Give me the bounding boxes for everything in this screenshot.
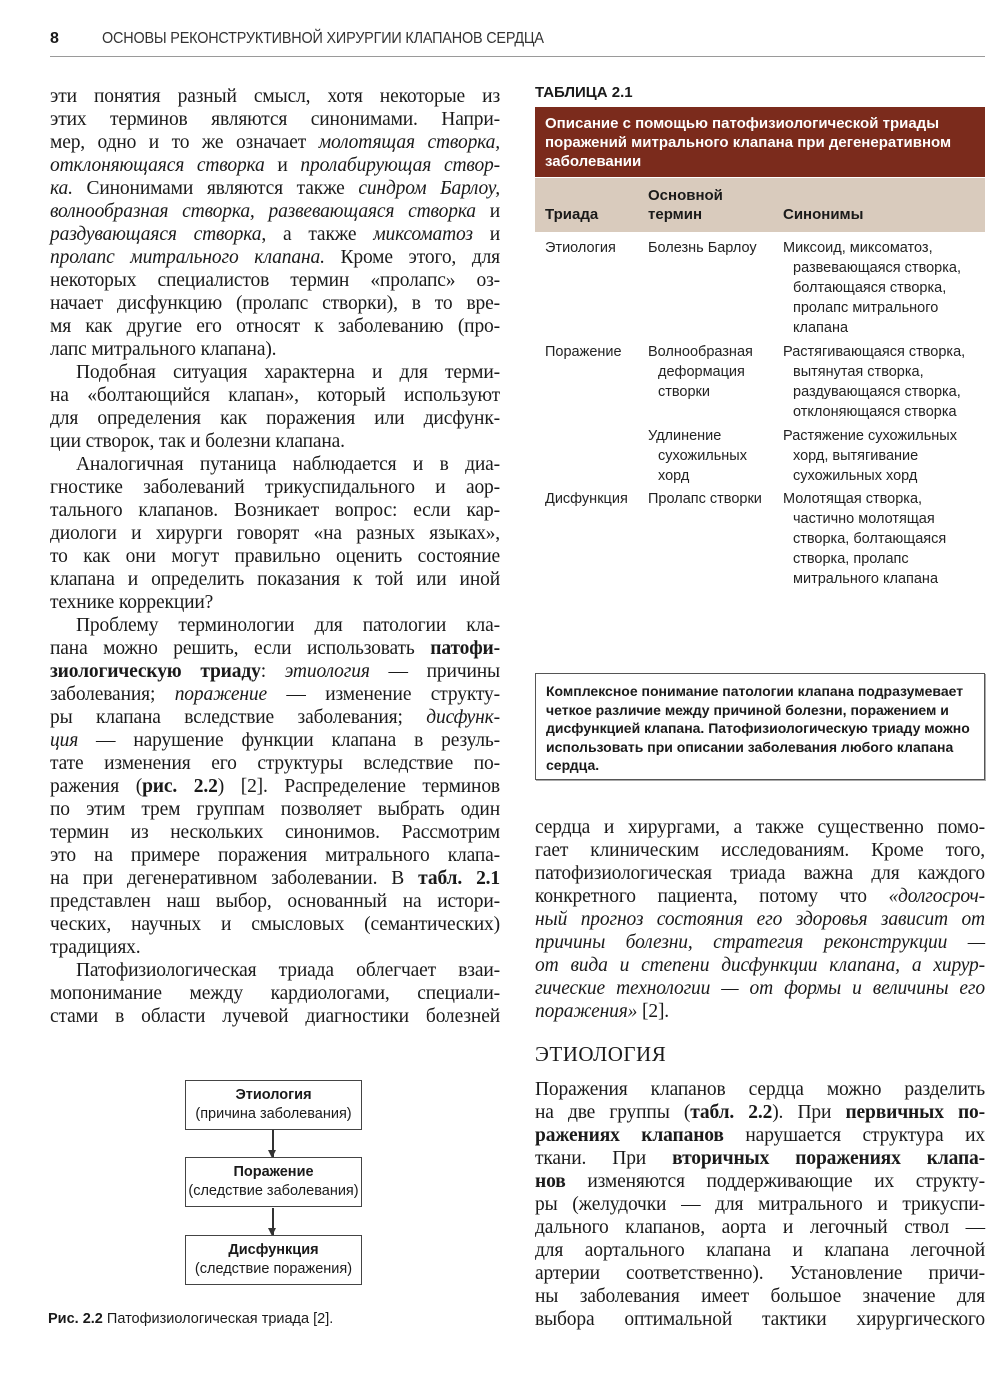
italic-term: синдром Барлоу, [358,178,500,199]
text-run: — причины [369,661,500,682]
text-line [50,223,500,246]
text-run: мя как другие его относят к заболеванию (про- [50,316,500,337]
figure-caption-text: Патофизиологическая триада [2]. [102,1311,334,1327]
text-run: ры (желудочки — для митрального и трикуспи- [535,1194,985,1215]
text-line [535,1147,985,1170]
cell-line: хорд, вытягивание [793,448,919,464]
cell-line: клапана [793,320,849,336]
text-line [535,1285,985,1308]
text-run: нарушается структура их [723,1125,985,1146]
table-cell-synonyms [783,426,957,486]
text-run: Аналогичная путаница наблюдается и в диа- [76,454,500,475]
text-run: тате изменения его структуры вследствие по- [50,753,500,774]
text-run: по этим трем группам позволяет выбрать один [50,799,500,820]
text-run: для определения как поражения или дисфунк- [50,408,500,429]
text-line [50,614,500,637]
text-run: , а также [261,224,374,245]
text-line [50,154,500,177]
text-line [50,890,500,913]
italic-term: пролапс митрального клапана. [50,247,325,268]
key-point-box: Комплексное понимание патологии клапана подразумевает четкое различие между причиной болезни, поражением и дисфункцией клапана. Патофизиологическую триаду можно использовать при описании заболевания любого клапана сердца. [535,673,985,780]
cell-line: Миксоид, миксоматоз, [783,240,933,256]
running-header [50,28,985,57]
table-cell-term [648,426,747,486]
arrow-down-icon [272,1130,274,1157]
text-run: Проблему терминологии для патологии кла- [76,615,500,636]
table-label: ТАБЛИЦА 2.1 [535,84,633,101]
table-cell-term [648,238,757,258]
cell-line: Молотящая створка, [783,491,923,507]
text-run: Подобная ситуация характерна и для терми- [76,362,500,383]
cell-line: сухожильных хорд [793,468,918,484]
italic-term: этиология [284,661,370,682]
text-run: это на примере поражения митрального клапа- [50,845,500,866]
text-run: представлен наш выбор, основанный на истори- [50,891,500,912]
text-line [50,338,500,361]
cell-line: Болезнь Барлоу [648,240,757,256]
bold-term: рис. 2.2 [142,776,218,797]
text-line [50,798,500,821]
table-cell-term [648,489,762,509]
text-line [50,867,500,890]
text-line [50,752,500,775]
text-line [50,453,500,476]
text-run: мер, одно и то же означает [50,132,319,153]
cell-line: вытянутая створка, [793,364,924,380]
cell-line: створка, пролапс [793,551,909,567]
table-cell-term [648,342,753,402]
text-run: для аортального клапана и клапана легочной [535,1240,985,1261]
text-line [535,931,985,954]
cell-line: сухожильных [658,448,747,464]
flow-box-title: Этиология [235,1087,312,1103]
text-line [535,1262,985,1285]
table-header-triad: Триада [545,206,599,223]
text-run: дального клапанов, аорта и легочный ствол — [535,1217,985,1238]
text-line [50,499,500,522]
flow-box-lesion [185,1157,362,1207]
text-run: клапана и определить показания к той или иной [50,569,500,590]
text-line [535,954,985,977]
cell-line: деформация [658,364,745,380]
text-line [50,131,500,154]
text-line [50,568,500,591]
text-line [50,913,500,936]
text-run: Патофизиологическая триада облегчает взаи- [76,960,500,981]
text-line [535,816,985,839]
text-run: ). При [772,1102,846,1123]
text-line [50,407,500,430]
text-line [535,1239,985,1262]
text-run: эти понятия разный смысл, хотя некоторые из [50,86,500,107]
table-header-synonyms: Синонимы [783,206,864,223]
text-line [50,936,500,959]
bold-term: вторичных поражениях клапа- [672,1148,985,1169]
cell-line: Дисфункция [545,491,628,507]
text-run: и [264,155,301,176]
text-line [50,522,500,545]
text-run: то как они могут правильно оценить состояние [50,546,500,567]
italic-term: поражения» [535,1001,638,1022]
text-run: некоторых специалистов термин «пролапс» оз- [50,270,500,291]
text-line [535,862,985,885]
text-line [50,660,500,683]
text-line [50,430,500,453]
text-run: конкретного пациента, потому что [535,886,889,907]
text-run: ры клапана вследствие заболевания; [50,707,427,728]
text-run: на две группы ( [535,1102,691,1123]
text-run: артерии соответственно). Установление причи- [535,1263,985,1284]
table-cell-triad [545,342,622,362]
figure-caption [48,1311,333,1327]
table-cell-triad [545,238,616,258]
section-text [535,1078,985,1331]
bold-term: первичных по- [845,1102,985,1123]
page-number: 8 [50,30,59,47]
text-line [50,959,500,982]
text-line [50,476,500,499]
text-run: [2]. [637,1001,670,1022]
text-line [50,292,500,315]
text-run: — изменение структу- [266,684,500,705]
cell-line: развевающаяся створка, [793,260,961,276]
text-line [535,1308,985,1331]
italic-term: поражение [174,684,267,705]
text-run: пана можно решить, если использовать [50,638,431,659]
cell-line: Пролапс створки [648,491,762,507]
text-run: заболевания; [50,684,175,705]
text-line [50,775,500,798]
text-run: ны заболевания имеет большое значение для [535,1286,985,1307]
text-run: начает дисфункцию (пролапс створки), в то вре- [50,293,500,314]
running-title: ОСНОВЫ РЕКОНСТРУКТИВНОЙ ХИРУРГИИ КЛАПАНОВ СЕРДЦА [102,30,544,47]
text-line [50,315,500,338]
text-line [50,361,500,384]
italic-term: пролабирующая створ- [300,155,500,176]
italic-term: от вида и степени дисфункции клапана, а хирур- [535,955,985,976]
text-line [50,85,500,108]
bold-term: ражениях клапанов [535,1125,724,1146]
italic-term: отклоняющаяся створка [50,155,265,176]
text-run: технике коррекции? [50,592,214,613]
cell-line: раздувающаяся створка, [793,384,961,400]
italic-term: дисфунк- [426,707,500,728]
text-line [50,1005,500,1028]
table-cell-triad [545,489,628,509]
cell-line: створки [658,384,711,400]
text-line [50,108,500,131]
italic-term: волнообразная створка, развевающаяся створка [50,201,476,222]
text-run: на «болтающийся клапан», который используют [50,385,500,406]
text-run: сердца и хирургами, а также существенно помо- [535,817,985,838]
cell-line: пролапс митрального [793,300,939,316]
text-run: термин из нескольких синонимов. Рассмотрим [50,822,500,843]
cell-line: Поражение [545,344,622,360]
text-run: патофизиологическая триада важна для каждого [535,863,985,884]
table-header-row [535,178,985,232]
text-run: ражения ( [50,776,143,797]
text-run: — нарушение функции клапана в резуль- [78,730,500,751]
table-header-term: Основной термин [648,187,723,223]
text-line [535,1193,985,1216]
text-run: и [472,224,500,245]
text-line [50,591,500,614]
text-line [50,384,500,407]
text-run: этих терминов являются синонимами. Напри- [50,109,500,130]
italic-term: ция [50,730,79,751]
cell-line: частично молотящая [793,511,935,527]
text-line [50,200,500,223]
text-run: диологи и хирурги говорят «на разных языках», [50,523,500,544]
text-line [50,729,500,752]
text-run: Поражения клапанов сердца можно разделить [535,1079,985,1100]
text-run: ции створок, так и болезни клапана. [50,431,345,452]
text-run: лапс митрального клапана). [50,339,277,360]
text-run: традициях. [50,937,141,958]
text-run: ) [2]. Распределение терминов [217,776,500,797]
bold-term: нов [535,1171,566,1192]
bold-term: зиологическую триаду [50,661,261,682]
text-line [535,885,985,908]
text-line [535,1000,985,1023]
table-caption: Описание с помощью патофизиологической триады поражений митрального клапана при дегенеративном заболевании [535,107,985,177]
italic-term: гические технологии — от формы и величины его [535,978,985,999]
text-line [50,821,500,844]
text-line [50,246,500,269]
text-line [535,908,985,931]
cell-line: митрального клапана [793,571,939,587]
cell-line: Этиология [545,240,616,256]
text-run: на при дегенеративном заболевании. В [50,868,419,889]
text-line [535,1078,985,1101]
cell-line: Удлинение [648,428,722,444]
text-line [50,706,500,729]
text-run: Кроме этого, для [324,247,500,268]
text-run: изменяются поддерживающие их структу- [565,1171,985,1192]
arrow-down-icon [272,1208,274,1235]
text-run: тального клапанов. Возникает вопрос: если кар- [50,500,500,521]
table-cell-synonyms [783,342,965,422]
italic-term: причины болезни, стратегия реконструкции — [535,932,985,953]
text-line [50,637,500,660]
italic-term: миксоматоз [373,224,473,245]
flow-box-title: Дисфункция [228,1242,319,1258]
text-line [535,977,985,1000]
section-heading: ЭТИОЛОГИЯ [535,1042,667,1066]
cell-line: Волнообразная [648,344,753,360]
table-cell-synonyms [783,238,961,338]
italic-term: молотящая створка, [318,132,500,153]
flow-box-dysfunction [185,1235,362,1285]
cell-line: Растяжение сухожильных [783,428,957,444]
italic-term: «долгосроч- [888,886,985,907]
flow-box-subtitle: (следствие заболевания) [188,1183,359,1199]
text-line [535,1170,985,1193]
text-run: : [260,661,285,682]
text-line [535,839,985,862]
italic-term: ный прогноз состояния его здоровья зависит от [535,909,985,930]
text-line [50,269,500,292]
left-column-text [50,85,500,1028]
cell-line: створка, болтающаяся [793,531,947,547]
text-line [50,844,500,867]
text-run: гностике заболеваний трикуспидального и аор- [50,477,500,498]
cell-line: болтающаяся створка, [793,280,947,296]
flow-box-subtitle: (следствие поражения) [194,1261,353,1277]
flow-box-subtitle: (причина заболевания) [195,1106,352,1122]
right-column-text [535,816,985,1023]
text-run: стами в области лучевой диагностики болезней [50,1006,500,1027]
italic-term: ка. [50,178,73,199]
text-run: ческих, научных и смысловых (семантических) [50,914,500,935]
text-line [50,982,500,1005]
bold-term: патофи- [430,638,500,659]
text-line [50,545,500,568]
text-run: выбора оптимальной тактики хирургического [535,1309,985,1330]
text-line [50,177,500,200]
flow-box-title: Поражение [233,1164,314,1180]
text-run: мопонимание между кардиологами, специали- [50,983,500,1004]
text-line [535,1124,985,1147]
cell-line: отклоняющаяся створка [793,404,957,420]
text-line [535,1101,985,1124]
figure-caption-label: Рис. 2.2 [48,1311,103,1327]
cell-line: хорд [658,468,690,484]
cell-line: Растягивающаяся створка, [783,344,966,360]
italic-term: раздувающаяся створка [50,224,262,245]
text-run: ткани. При [535,1148,673,1169]
text-line [535,1216,985,1239]
bold-term: табл. 2.2 [690,1102,773,1123]
text-run: Синонимами являются также [72,178,359,199]
bold-term: табл. 2.1 [418,868,500,889]
table-cell-synonyms [783,489,946,589]
text-run: и [475,201,500,222]
text-line [50,683,500,706]
flow-box-etiology [185,1080,362,1130]
text-run: гает клиническим исследованиям. Кроме того, [535,840,985,861]
